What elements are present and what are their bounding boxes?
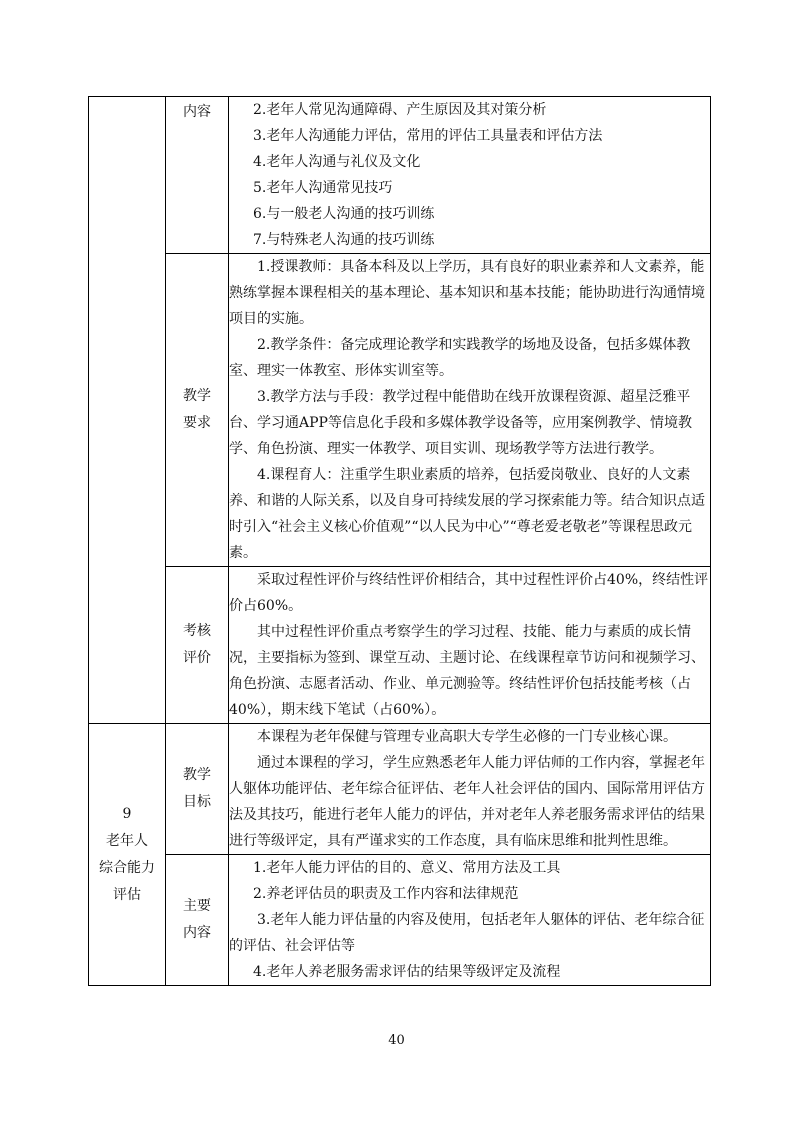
row8-requirements-label: 教学 要求: [166, 254, 229, 567]
list-item: 3.老年人能力评估量的内容及使用，包括老年人躯体的评估、老年综合征的评估、社会评估等: [229, 912, 705, 954]
row9-main-content-cell: [229, 855, 711, 986]
list-item: 7.与特殊老人沟通的技巧训练: [253, 232, 435, 248]
row8-assessment: [89, 567, 711, 724]
paragraph: 1.授课教师：具备本科及以上学历，具有良好的职业素养和人文素养，能熟练掌握本课程相关的基本理论、基本知识和基本技能；能协助进行沟通情境项目的实施。: [229, 259, 705, 327]
row9-main-content: [89, 855, 711, 986]
paragraph: 3.教学方法与手段：教学过程中能借助在线开放课程资源、超星泛雅平台、学习通APP等信息化手段和多媒体教学设备等，应用案例教学、情境教学、角色扮演、理实一体教学、项目实训、现场教学等方法进行教学。: [229, 389, 692, 457]
list-item: 4.老年人养老服务需求评估的结果等级评定及流程: [253, 964, 561, 980]
course-name-line: 综合能力: [99, 859, 155, 876]
row9-objectives-cell: [229, 724, 711, 855]
course-number: 9: [122, 805, 132, 822]
row8-assessment-cell: [229, 567, 711, 724]
paragraph: 其中过程性评价重点考察学生的学习过程、技能、能力与素质的成长情况，主要指标为签到、课堂互动、主题讨论、在线课程章节访问和视频学习、角色扮演、志愿者活动、作业、单元测验等。终结性评价包括技能考核（占40%），期末线下笔试（占60%）。: [229, 624, 705, 718]
list-item: 6.与一般老人沟通的技巧训练: [253, 206, 435, 222]
row9-objectives: [89, 724, 711, 855]
row8-assessment-label: 考核 评价: [166, 567, 229, 724]
row8-requirements-cell: [229, 254, 711, 567]
list-item: 2.老年人常见沟通障碍、产生原因及其对策分析: [253, 102, 547, 118]
list-item: 5.老年人沟通常见技巧: [253, 180, 393, 196]
course-name-line: 老年人: [106, 832, 148, 849]
row9-objectives-label: 教学 目标: [166, 724, 229, 855]
row9-name-cell: [89, 724, 166, 986]
paragraph: 通过本课程的学习，学生应熟悉老年人能力评估师的工作内容，掌握老年人躯体功能评估、老年综合征评估、老年人社会评估的国内、国际常用评估方法及其技巧，能进行老年人能力的评估，并对老年人养老服务需求评估的结果进行等级评定，具有严谨求实的工作态度，具有临床思维和批判性思维。: [229, 755, 705, 849]
row8-content: [89, 97, 711, 254]
list-item: 3.老年人沟通能力评估，常用的评估工具量表和评估方法: [253, 128, 603, 144]
list-item: 4.老年人沟通与礼仪及文化: [253, 154, 421, 170]
paragraph: 采取过程性评价与终结性评价相结合，其中过程性评价占40%，终结性评价占60%。: [229, 572, 709, 614]
row8-requirements: [89, 254, 711, 567]
list-item: 1.老年人能力评估的目的、意义、常用方法及工具: [253, 860, 561, 876]
paragraph: 4.课程育人：注重学生职业素质的培养，包括爱岗敬业、良好的人文素养、和谐的人际关系，以及自身可持续发展的学习探索能力等。结合知识点适时引入“社会主义核心价值观”“以人民为中心”“尊老爱老敬老”等课程思政元素。: [229, 467, 705, 561]
row8-content-label: 内容: [166, 97, 229, 254]
paragraph: 本课程为老年保健与管理专业高职大专学生必修的一门专业核心课。: [257, 729, 677, 745]
paragraph: 2.教学条件：备完成理论教学和实践教学的场地及设备，包括多媒体教室、理实一体教室、形体实训室等。: [229, 337, 691, 379]
page-number: 40: [388, 1033, 405, 1048]
course-name-line: 评估: [113, 886, 141, 903]
curriculum-table: [88, 96, 711, 986]
list-item: 2.养老评估员的职责及工作内容和法律规范: [253, 886, 519, 902]
row8-name-cell: [89, 97, 166, 724]
row9-main-content-label: 主要 内容: [166, 855, 229, 986]
row8-content-cell: [229, 97, 711, 254]
